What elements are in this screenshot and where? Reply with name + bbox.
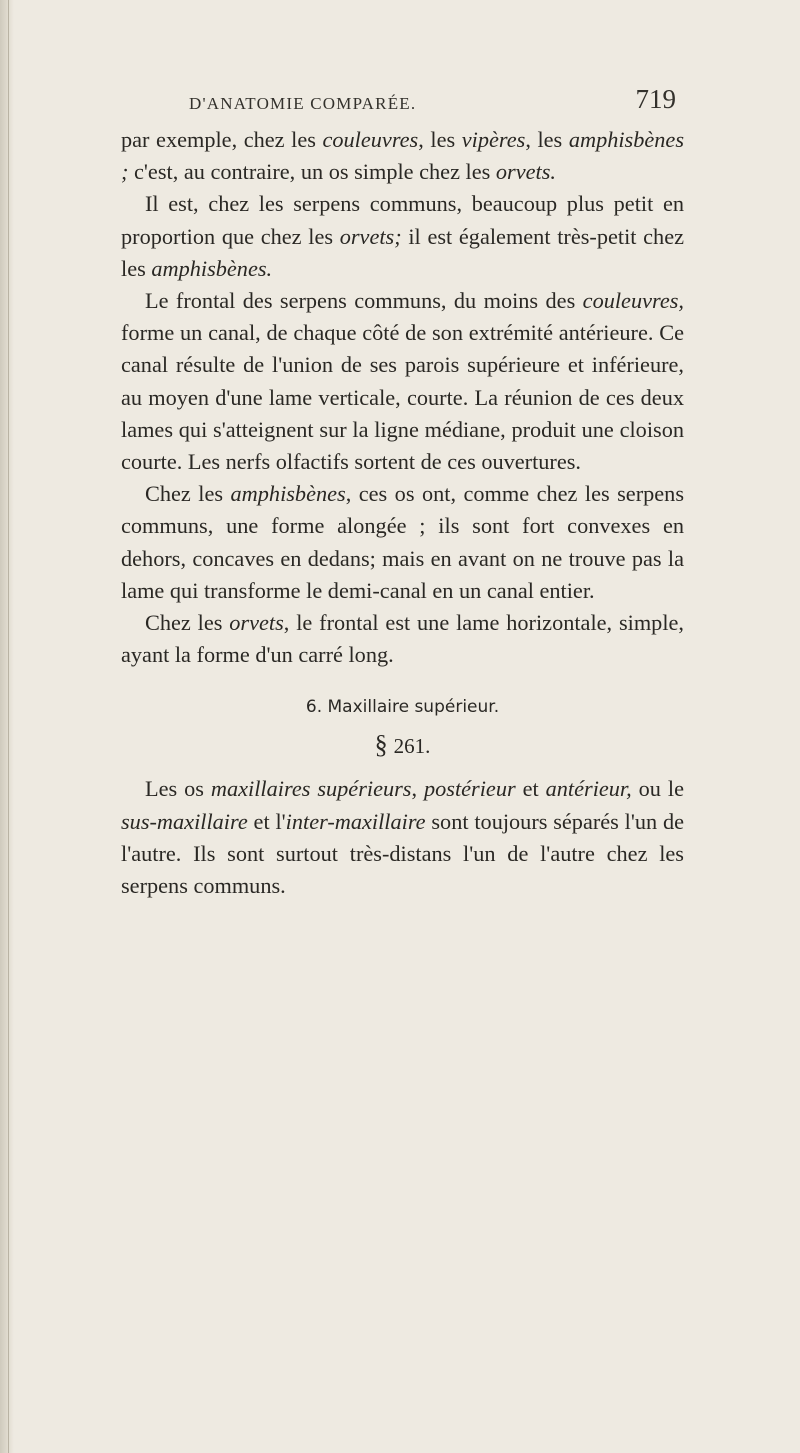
text-run: , les [525, 127, 569, 152]
italic-run: couleuvres [322, 127, 419, 152]
text-run: , ces os ont, comme chez les serpens communs, une forme alongée ; ils sont fort convexes en dehors, concaves en dedans; mais en avant on ne trouve pas la lame qui transforme le demi-canal en un canal entier. [121, 481, 684, 603]
body-text [121, 124, 684, 902]
text-run: ou le [631, 776, 684, 802]
paragraph [121, 607, 684, 671]
italic-run: amphisbènes [230, 481, 346, 507]
paragraph [121, 773, 684, 902]
text-run: Il est, chez les serpens communs, beaucoup plus petit en proportion que chez les [121, 191, 684, 249]
text-run: Le frontal des serpens communs, du moins des [145, 288, 583, 314]
text-run: il est également très-petit chez les [121, 223, 685, 281]
text-run: et l' [247, 808, 286, 834]
running-head [121, 84, 684, 124]
paragraph [121, 188, 684, 285]
text-run: Les os [145, 776, 211, 802]
text-run: , [411, 776, 424, 802]
text-run: Chez les [145, 610, 230, 636]
italic-run: vipères [461, 127, 526, 152]
italic-run: orvets [229, 610, 284, 636]
text-run: c'est, au contraire, un os simple chez les [128, 159, 496, 185]
paragraph [121, 285, 684, 478]
text-run: Chez les [145, 481, 231, 507]
text-run: et [515, 776, 546, 802]
running-head-title: D'ANATOMIE COMPARÉE. [189, 94, 417, 113]
page-number: 719 [635, 84, 676, 114]
italic-run: sus-maxillaire [121, 808, 248, 834]
italic-run: orvets. [495, 159, 556, 185]
section-number: 261. [393, 734, 431, 759]
italic-run: orvets; [339, 223, 402, 249]
subheading: 6. Maxillaire supérieur. [305, 697, 500, 718]
text-run: , le frontal est une lame horizontale, simple, ayant la forme d'un carré long. [121, 610, 684, 668]
paragraph [121, 124, 684, 188]
text-run: , les [418, 127, 462, 152]
text-run: sont toujours séparés l'un de l'autre. Ils sont surtout très-distans l'un de l'autre chez les serpens communs. [121, 808, 685, 899]
italic-run: inter-maxillaire [285, 808, 426, 834]
italic-run: amphisbènes ; [121, 127, 684, 185]
page-text-block [121, 84, 684, 902]
paragraph [121, 478, 684, 607]
text-run: forme un canal, de chaque côté de son extrémité antérieure. Ce canal résulte de l'union de ses parois supérieure et inférieure, au moyen d'une lame verticale, courte. La réunion de ces deux lames qui s'atteignent sur la ligne médiane, produit une cloison courte. Les nerfs olfactifs sortent de ces ouvertures. [121, 320, 684, 475]
italic-run: couleuvres, [582, 288, 684, 314]
page-binding-edge [0, 0, 14, 1453]
italic-run: postérieur [423, 776, 516, 802]
section-symbol: § [374, 730, 388, 760]
section-heading [121, 722, 684, 768]
italic-run: amphisbènes. [151, 255, 273, 281]
text-run: par exemple, chez les [121, 127, 323, 152]
italic-run: maxillaires supérieurs [210, 776, 412, 802]
italic-run: antérieur, [545, 776, 632, 802]
